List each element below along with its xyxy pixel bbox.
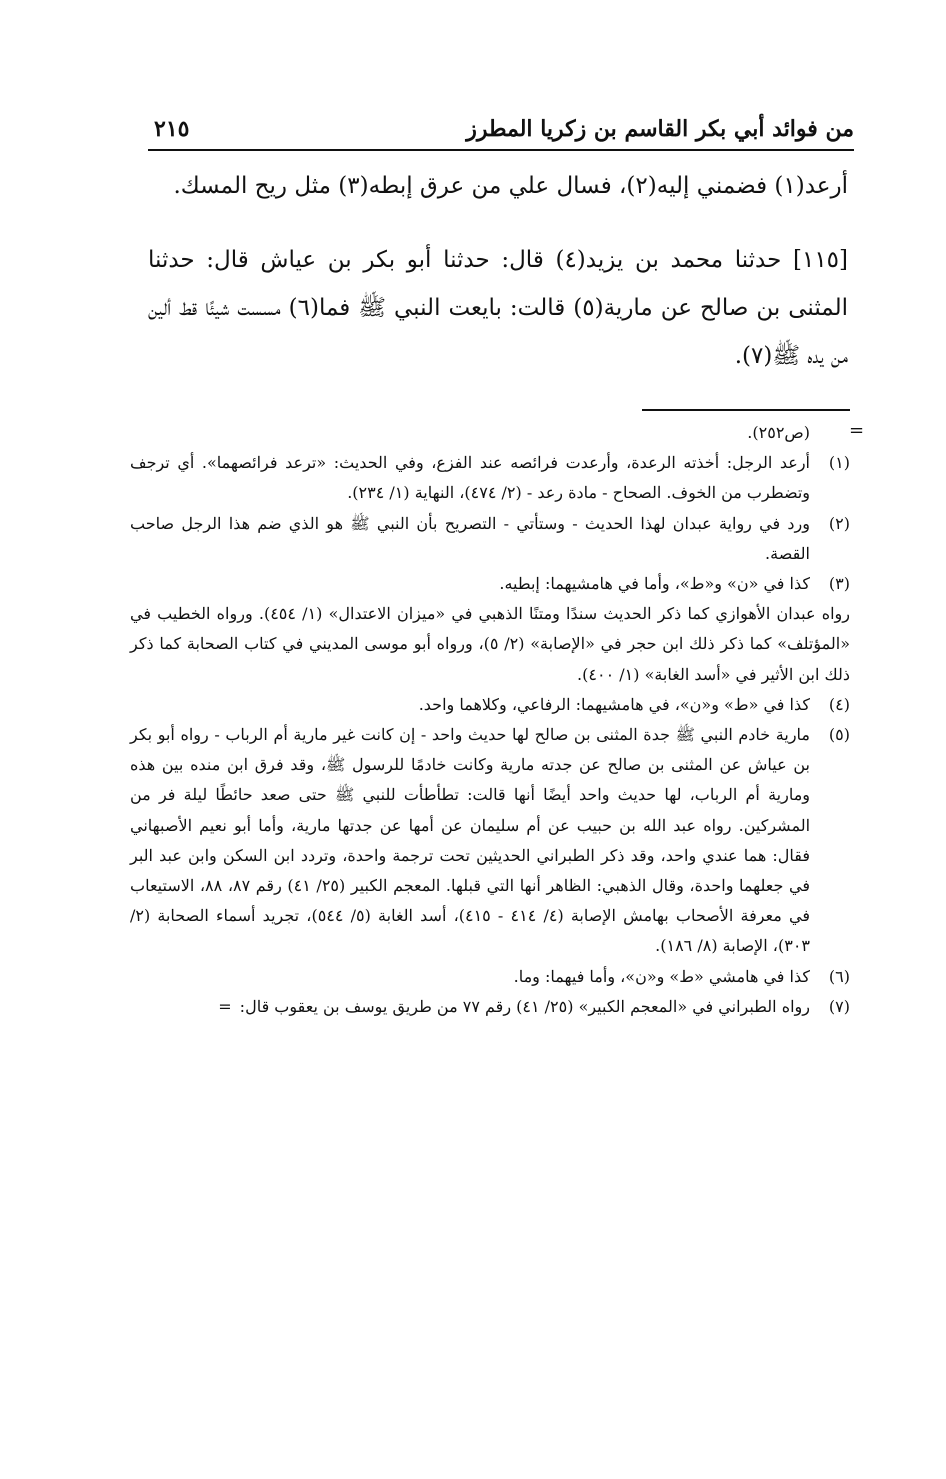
footnote-line: مارية خادم النبي ﷺ جدة المثنى بن صالح لها حديث واحد - إن كانت غير مارية أم الرباب - bbox=[214, 725, 810, 745]
footnote-line: الظاهر أنها التي قبلها. المعجم الكبير (٢٥/ ٤١) رقم ٨٧، ٨٨، الاستيعاب في معرفة bbox=[130, 876, 810, 926]
footnote-line: صاحب القصة. bbox=[130, 513, 810, 563]
continuation-mark: = bbox=[849, 420, 865, 441]
footnote-4 bbox=[130, 690, 850, 720]
footnote-line: حتى صعد حائطًا ليلة فر من المشركين. رواه عبد الله بن حبيب عن أم سليمان عن أمها عن bbox=[130, 785, 811, 835]
footnote-line: كذا في «ط» و«ن»، في هامشيهما: الرفاعي، وكلاهما واحد. bbox=[418, 694, 810, 714]
footnote-text bbox=[130, 720, 810, 962]
footnote-separator bbox=[642, 409, 850, 411]
footnote-2 bbox=[130, 509, 850, 569]
footnote-line: تحت ترجمة واحدة، وتردد ابن السكن وابن عبد البر في جعلهما واحدة، وقال الذهبي: bbox=[130, 845, 810, 896]
footnote-7 bbox=[130, 992, 850, 1022]
footnote-text bbox=[130, 448, 810, 508]
footnote-text bbox=[130, 569, 810, 599]
footnote-line: ورواه الخطيب في «المؤتلف» كما ذكر ذلك ابن حجر في «الإصابة» (٢/ ٥)، ورواه أبو bbox=[130, 604, 850, 654]
footnote-line: الأصحاب بهامش الإصابة (٤/ ٤١٤ - ٤١٥)، أسد الغابة (٥/ ٥٤٤)، تجريد أسماء bbox=[216, 906, 734, 926]
footnote-number: (١) bbox=[828, 453, 850, 473]
footnote-text bbox=[130, 992, 810, 1022]
footnote-number: (٤) bbox=[828, 694, 850, 714]
footnote-text bbox=[130, 962, 810, 992]
footnote-number: (٥) bbox=[828, 725, 850, 745]
footnote-number: (٣) bbox=[828, 574, 850, 594]
footnote-continued: (ص٢٥٢). bbox=[747, 423, 810, 442]
footnote-line: فرائصهما». أي ترجف وتضطرب من الخوف. الصحاح - مادة رعد - (٢/ ٤٧٤)، النهاية bbox=[130, 453, 810, 503]
footnote-line: (١/ ٢٣٤). bbox=[347, 483, 410, 503]
footnote-number: (٦) bbox=[828, 966, 850, 986]
main-line: المثنى بن صالح عن مارية(٥) قالت: بايعت النبي ﷺ فما(٦) مسست شيئًا قط bbox=[179, 295, 848, 321]
footnote-line: جدتها مارية، وأما أبو نعيم الأصبهاني فقال: هما عندي واحد، وقد ذكر الطبراني الحديثين bbox=[130, 815, 811, 865]
main-paragraph-2 bbox=[148, 236, 848, 380]
main-paragraph-1: أرعد(١) فضمني إليه(٢)، فسال علي من عرق إبطه(٣) مثل ريح المسك. bbox=[173, 173, 848, 199]
continuation-mark: = bbox=[218, 996, 232, 1016]
footnote-3-notes bbox=[130, 599, 850, 690]
page-number: ٢١٥ bbox=[154, 116, 190, 142]
footnote-line: موسى المديني في كتاب الصحابة كما ذكر ذلك ابن الأثير في «أسد الغابة» (١/ ٤٠٠). bbox=[130, 634, 850, 684]
footnote-line: رواه الطبراني في «المعجم الكبير» (٢٥/ ٤١) رقم ٧٧ من طريق يوسف بن يعقوب قال: bbox=[239, 996, 810, 1016]
footnote-3 bbox=[130, 569, 850, 599]
footnote-line: كذا في هامشي «ط» و«ن»، وأما فيهما: وما. bbox=[513, 966, 810, 986]
running-title: من فوائد أبي بكر القاسم بن زكريا المطرز bbox=[466, 116, 854, 142]
footnote-number: (٢) bbox=[828, 513, 850, 533]
footnote-line: رواه عبدان الأهوازي كما ذكر الحديث سندًا ومتنًا الذهبي في «ميزان الاعتدال» (١/ ٤٥٤). bbox=[258, 604, 850, 624]
main-line: [١١٥] حدثنا محمد بن يزيد(٤) قال: حدثنا أبو بكر بن عياش قال: حدثنا bbox=[148, 247, 849, 273]
footnote-number: (٧) bbox=[828, 996, 850, 1016]
footnote-line: الصحابة (٢/ ٣٠٣)، الإصابة (٨/ ١٨٦). bbox=[130, 906, 810, 956]
footnote-1 bbox=[130, 448, 850, 508]
footnote-text bbox=[130, 509, 810, 569]
footnote-6 bbox=[130, 962, 850, 992]
main-line: ألين من يده ﷺ(٧). bbox=[148, 295, 848, 369]
footnote-5 bbox=[130, 720, 850, 962]
footnote-line: أرعد الرجل: أخذته الرعدة، وأرعدت فرائصه عند الفزع، وفي الحديث: «ترعد bbox=[285, 453, 811, 473]
footnote-text bbox=[130, 690, 810, 720]
header-rule bbox=[148, 149, 854, 151]
footnote-line: كذا في «ن» و«ط»، وأما في هامشيهما: إبطيه. bbox=[499, 574, 810, 594]
footnote-line: ورد في رواية عبدان لهذا الحديث - وستأتي - التصريح بأن النبي ﷺ هو الذي ضم هذا الرجل bbox=[181, 513, 810, 533]
footnote-line: فرق ابن منده بين هذه ومارية أم الرباب، لها حديث واحد أيضًا أنها قالت: تطأطأت للنبي ﷺ bbox=[130, 755, 810, 805]
footnotes bbox=[130, 418, 850, 1022]
page-header bbox=[148, 112, 854, 148]
footnote-line: رواه أبو بكر بن عياش عن المثنى بن صالح عن جدته مارية وكانت خادمًا للرسول ﷺ، وقد bbox=[130, 725, 810, 775]
main-text bbox=[148, 162, 848, 380]
